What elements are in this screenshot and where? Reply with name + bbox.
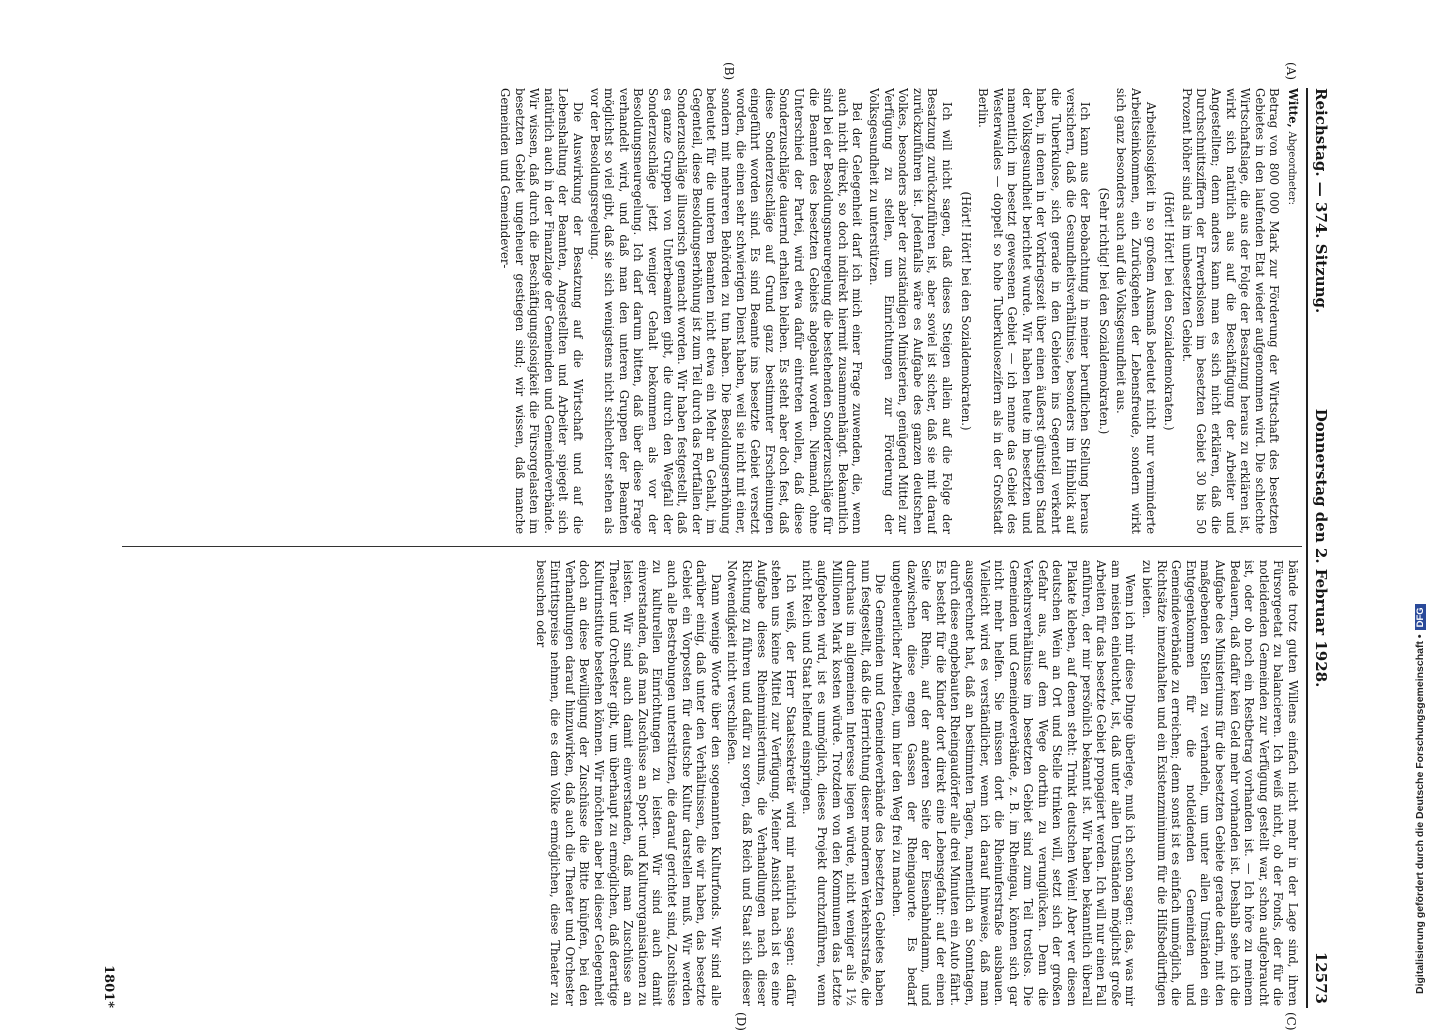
interjection: (Sehr richtig! bei den Sozialdemokraten.) — [1096, 187, 1111, 435]
left-column — [124, 88, 1300, 534]
paragraph: Die Gemeinden und Gemeindeverbände des besetzten Gebietes haben nun festgestellt, daß die Herrichtung dieser modernen Verkehrsstraße, die durchaus im allgemeinen Interesse liegen würde, nicht weniger als 1½ Millionen Mark kosten würde. Trotzdem von den Kommunen das Letzte aufgeboten wird, ist es unmöglich, dieses Projekt durchzuführen, wenn nicht Reich und Staat helfend einspringen. — [800, 560, 888, 1006]
interjection: (Hört! Hört! bei den Sozialdemokraten.) — [1162, 191, 1177, 431]
page-number: 12573 — [1312, 951, 1330, 1004]
dfg-logo: DFG — [1415, 604, 1426, 630]
margin-mark-c: (C) — [1284, 1012, 1298, 1031]
speaker-role: Abgeordneter: — [1286, 131, 1297, 205]
paragraph: Ich kann aus der Beobachtung in meiner beruflichen Stellung heraus versichern, daß die Gesundheitsverhältnisse, besonders im Hinblick auf die Tuberkulose, sich gerade in den Gebieten ins Gegenteil verkehrt haben, in denen in der Vorkriegszeit über einen äußerst günstigen Stand der Volksgesundheit berichtet wurde. Wir haben heute im besetzten und namentlich im besetzt gewesenen Gebiet — ich nenne das Gebiet des Westerwaldes — doppelt so hohe Tuberkulosezifern als in der Großstadt Berlin. — [976, 88, 1093, 534]
speaker-line — [1283, 88, 1300, 534]
running-head-date: Donnerstag den 2. Februar 1928. — [1312, 408, 1330, 688]
speaker-name: Witte, — [1286, 88, 1300, 128]
margin-mark-a: (A) — [1284, 62, 1298, 81]
margin-mark-d: (D) — [734, 1012, 748, 1031]
margin-mark-b: (B) — [722, 62, 736, 81]
paragraph: Ich weiß, der Herr Staatssekretär wird mir natürlich sagen: dafür stehen uns keine Mittel zur Verfügung. Meiner Ansicht nach ist es eine Aufgabe dieses Rheinministeriums, die Verhandlungen nach dieser Richtung zu führen und dafür zu sorgen, daß Reich und Staat sich dieser Notwendigkeit nicht verschließen. — [725, 560, 798, 1006]
running-head — [1306, 88, 1332, 1008]
running-head-left: Reichstag. — 374. Sitzung. — [1312, 88, 1330, 314]
column-rule — [122, 546, 1302, 547]
interjection: (Hört! Hört! bei den Sozialdemokraten.) — [958, 191, 973, 431]
rotated-page — [88, 62, 1332, 1031]
paragraph: Bei der Gelegenheit darf ich mich einer Frage zuwenden, die, wenn auch nicht direkt, so doch indirekt hiermit zusammenhängt. Bekanntlich sind bei der Besoldungsneuregelung die bestehenden Sonderzuschläge für die Beamten des besetzten Gebiets abgebaut worden. Niemand, ohne Unterschied der Partei, wird etwa dafür eintreten wollen, daß diese Sonderzuschläge dauernd erhalten bleiben. Es steht aber doch fest, daß diese Sonderzuschläge auf Grund ganz bestimmter Erscheinungen eingeführt worden sind. Es sind Beamte ins besetzte Gebiet versetzt worden, die einen sehr schwierigen Dienst haben, weil sie nicht mit einer, sondern mit mehreren Behörden zu tun haben. Die Besoldungserhöhung bedeutet für die unteren Beamten nicht etwa ein Mehr an Gehalt, im Gegenteil, diese Besoldungserhöhung ist zum Teil durch das Fortfallen der Sonderzuschläge illusorisch gemacht worden. Wir haben festgestellt, daß es ganze Gruppen von Unterbeamten gibt, die durch den Wegfall der Sonderzuschläge jetzt weniger Gehalt bekommen als vor der Besoldungsneuregelung. Ich darf darum bitten, daß über diese Frage verhandelt wird, und daß man den unteren Gruppen der Beamten möglichst so viel gibt, daß sie sich wenigstens nicht schlechter stehen als vor der Besoldungsregelung. — [587, 88, 865, 534]
paragraph: Arbeitslosigkeit in so großem Ausmaß bedeutet nicht nur verminderte Arbeitseinkommen, ein Zurückgehen der Lebensfreude, sondern wirkt sich ganz besonders auch auf die Volksgesundheit aus. — [1114, 88, 1158, 534]
right-column — [124, 560, 1300, 1006]
header-rule — [1306, 88, 1308, 1008]
paragraph: Ich will nicht sagen, daß dieses Steigen allein auf die Folge der Besatzung zurückzuführen ist, aber soviel ist sicher, daß sie mit darauf zurückzuführen ist. Jedenfalls wäre es Aufgabe des ganzen deutschen Volkes, besonders aber der zuständigen Ministerien, genügend Mittel zur Verfügung zu stellen, um Einrichtungen zur Förderung der Volksgesundheit zu unterstützen. — [866, 88, 954, 534]
paragraph: Dann wenige Worte über den sogenannten Kulturfonds. Wir sind alle darüber einig, daß unter den Verhältnissen, die wir haben, das besetzte Gebiet ein Vorposten für deutsche Kultur darstellen muß. Wir werden auch alle Bestrebungen unterstützen, die darauf gerichtet sind, Zuschüsse zu kulturellen Einrichtungen zu leisten. Wir sind auch damit einverstanden, daß man Zuschüsse an Sport- und Kulturorganisationen zu leisten. Wir sind auch damit einverstanden, daß man Zuschüsse an Theater und Orchester gibt, um überhaupt zu ermöglichen, daß derartige Kulturinstitute bestehen können. Wir möchten aber bei dieser Gelegenheit doch an diese Bewilligung der Zuschüsse die Bitte knüpfen, bei den Verhandlungen darauf hinzuwirken, daß auch die Theater und Orchester Eintrittspreise nehmen, die es dem Volke ermöglichen, diese Theater zu besuchen oder — [533, 560, 723, 1006]
paragraph: Wenn ich mir diese Dinge überlege, muß ich schon sagen: das, was mir am meisten einleuchtet, ist, daß unter allen Umständen möglichst große Arbeiten für das besetzte Gebiet propagiert werden. Ich will nur einen Fall anführen, der mir persönlich bekannt ist. Wir haben bekanntlich überall Plakate kleben, auf denen steht: Trinkt deutschen Wein! Aber wer diesen deutschen Wein an Ort und Stelle trinken will, setzt sich der großen Gefahr aus, auf dem Wege dorthin zu verunglücken. Denn die Verkehrsverhältnisse im besetzten Gebiet sind zum Teil trostlos. Die Gemeinden und Gemeindeverbände, z. B. im Rheingau, können sich gar nicht mehr helfen. Sie müssen dort die Rheinuferstraße ausbauen. Vielleicht wird es verständlicher, wenn ich darauf hinweise, daß man ausgerechnet hat, daß an bestimmten Tagen, namentlich an Sonntagen, durch diese engbebauten Rheingaudörfer alle drei Minuten ein Auto fährt. Es besteht für die Kinder dort direkt eine Lebensgefahr: auf der einen Seite der Rhein, auf der anderen Seite der Eisenbahndamm, und dazwischen diese engen Gassen der Rheingauorte. Es bedarf ungeheuerlicher Arbeiten, um hier den Weg frei zu machen. — [889, 560, 1138, 1006]
digitization-credit — [1414, 4, 1428, 994]
paragraph: Die Auswirkung der Besatzung auf die Wirtschaft und auf die Lebenshaltung der Beamten, Angestellten und Arbeiter spiegelt sich natürlich auch in der Finanzlage der Gemeinden und Gemeindeverbände. Wir wissen, daß durch die Beschäftigungslosigkeit die Fürsorgelasten im besetzten Gebiet ungeheuer gestiegen sind; wir wissen, daß manche Gemeinden und Gemeindever- — [498, 88, 586, 534]
credit-text: Digitalisierung gefördert durch die Deutsche Forschungsgemeinschaft • — [1414, 634, 1426, 994]
folio-signature: 1801* — [101, 965, 116, 1008]
paragraph: bände trotz guten Willens einfach nicht mehr in der Lage sind, ihren Fürsorgeetat zu balancieren. Ich weiß nicht, ob der Fonds, der für die notleidenden Gemeinden zur Verfügung gestellt war, schon aufgebraucht ist, oder ob noch ein Restbetrag vorhanden ist. — Ich höre zu meinem Bedauern, daß dafür kein Geld mehr vorhanden ist. Deshalb sehe ich die Aufgabe des Ministeriums für die besetzten Gebiete gerade darin, mit den maßgebenden Stellen zu verhandeln, um unter allen Umständen ein Entgegenkommen für die notleidenden Gemeinden und Gemeindeverbände zu erreichen; denn sonst ist es einfach unmöglich, die Richtsätze innezuhalten und ein Existenzminimum für die Hilfsbedürftigen zu bieten. — [1140, 560, 1300, 1006]
paragraph: Betrag von 800 000 Mark zur Förderung der Wirtschaft des besetzten Gebietes in den laufenden Etat wieder aufgenommen wird. Die schlechte Wirtschaftslage, die aus der Folge der Besatzung heraus zu erklären ist, wirkt sich natürlich aus auf die Beschäftigung der Arbeiter und Angestellten; denn anders kann man es sich nicht erklären, daß die Durchschnittsziffern der Erwerbslosen im besetzten Gebiet 30 bis 50 Prozent höher sind als im unbesetzten Gebiet. — [1179, 88, 1282, 534]
